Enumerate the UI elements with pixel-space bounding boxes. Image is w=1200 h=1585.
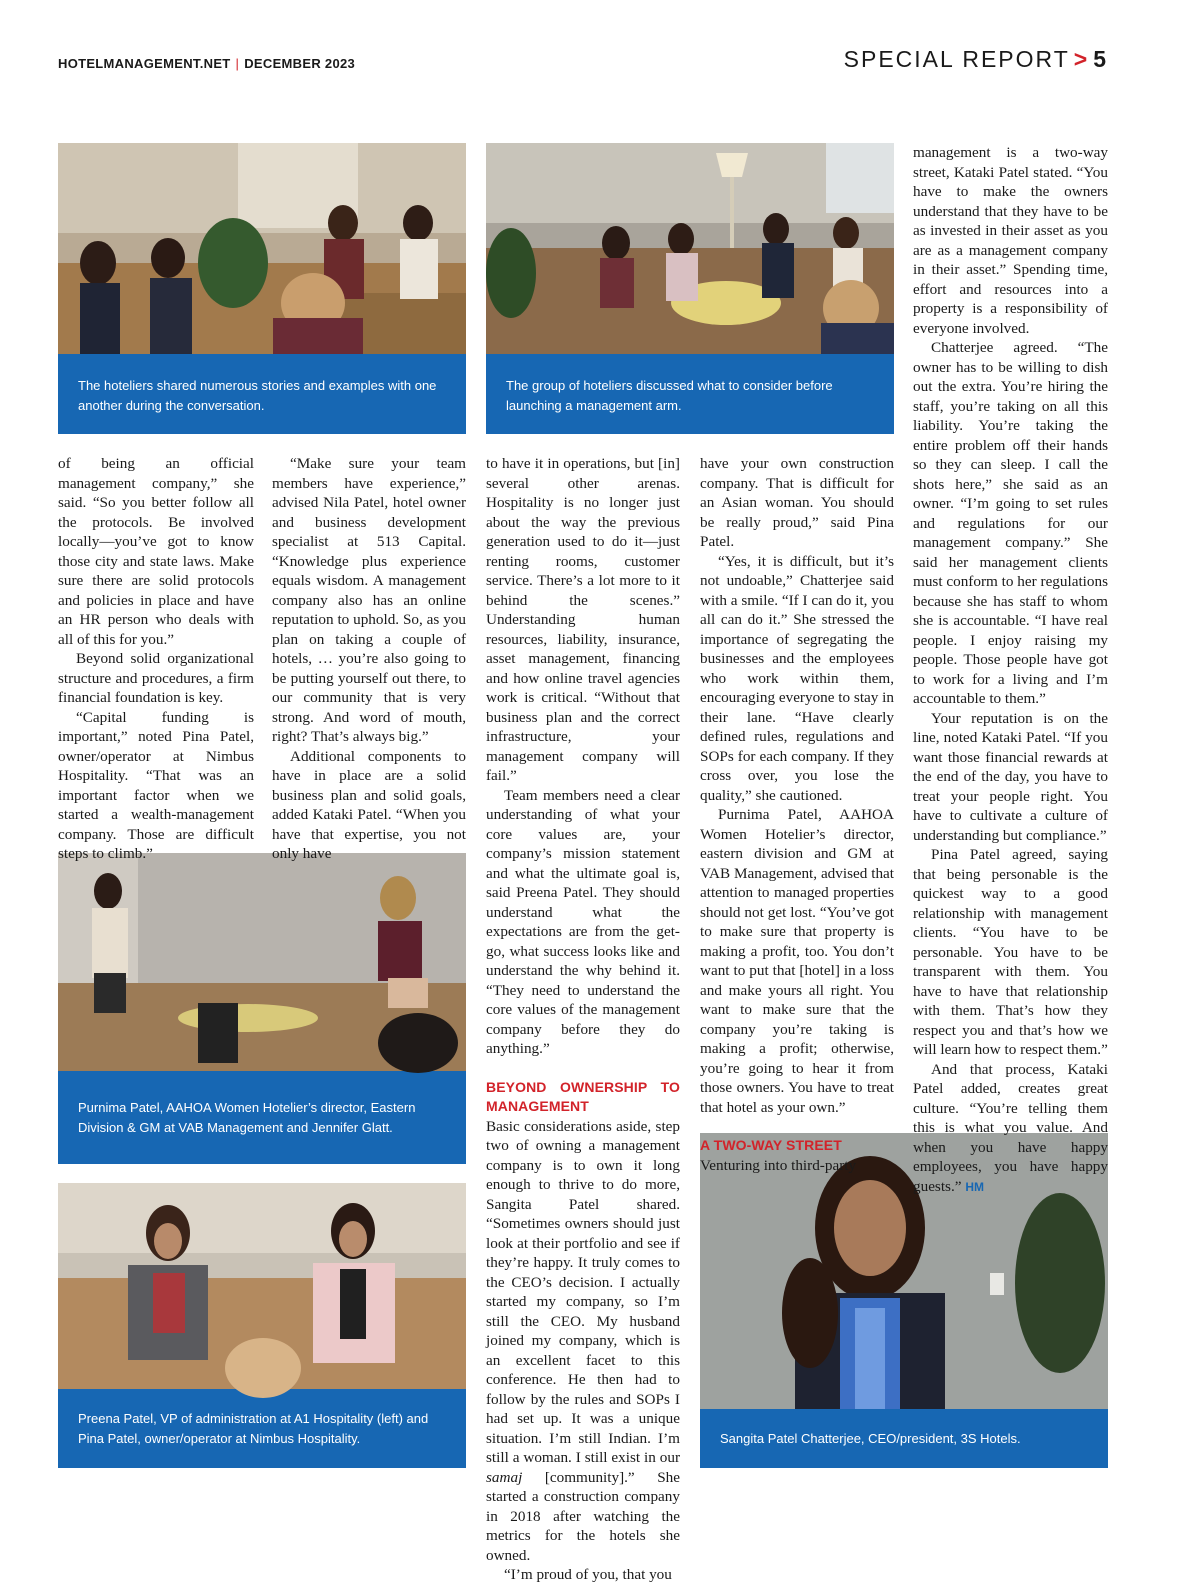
photo-caption: The group of hoteliers discussed what to consider before launching a management arm. — [506, 378, 833, 413]
paragraph: “Yes, it is difficult, but it’s not undoable,” Chatterjee said with a smile. “If I can do it, you all can do it.” She stressed the importance of segregating the businesses and the employees who work within them, encouraging everyone to stay in their lane. “Have clearly defined rules, regulations and SOPs for each company. If they cross over, you lose the quality,” she cautioned. — [700, 552, 895, 804]
article-column-2 — [272, 454, 466, 864]
paragraph: management is a two-way street, Kataki Patel stated. “You have to make the owners understand that they have to be as invested in their asset as you are as a management company in their asset.” Spending time, effort and resources into a property is a responsibility of everyone involved. — [913, 144, 1108, 337]
section-header — [844, 46, 1108, 73]
paragraph: Pina Patel agreed, saying that being personable is the quickest way to a good relationship with management clients. “You have to be personable. You have to be transparent with them. You have to have that relationship with them. That’s how they respect you and that’s how we will learn how to respect them.” — [913, 846, 1108, 1058]
running-header — [58, 56, 355, 71]
article-column-5 — [913, 143, 1108, 1197]
end-mark: HM — [965, 1179, 984, 1194]
photo-image — [486, 143, 894, 354]
paragraph: Basic considerations aside, step two of owning a management company is to own it long enough to thrive to do more, Sangita Patel shared. “Sometimes owners should just look at their portfolio and see if they’re happy. It truly comes to the CEO’s decision. I actually started my company, so I’m still the CEO. My husband joined my company, which is an excellent facet to this conference. He then had to follow by the rules and SOPs I had set up. It was a unique situation. I’m still Indian. I’m still a woman. I still exist in our samaj [community].” She started a construction company in 2018 after watching the metrics for the hotels she owned. — [486, 1117, 680, 1564]
paragraph: have your own construction company. That is difficult for an Asian woman. You should be really proud,” said Pina Patel. — [700, 455, 894, 550]
section-title: SPECIAL REPORT — [843, 46, 1070, 72]
paragraph: “Make sure your team members have experience,” advised Nila Patel, hotel owner and business development specialist at 513 Capital. “Knowledge plus experience equals wisdom. A management company also has an online reputation to uphold. So, as you plan on taking a couple of hotels, … you’re also going to be putting yourself out there, to our community that is very strong. And word of mouth, right? That’s always big.” — [272, 455, 466, 745]
paragraph: Chatterjee agreed. “The owner has to be willing to dish out the extra. You’re hiring the staff, you’re taking on all this liability. You’re taking the entire problem off their hands so they can sleep. I call the shots here,” she said as an owner. “I’m going to set rules and regulations for our management company.” She said her management clients must conform to her regulations because she has staff to whom she is accountable. “I have real people. I enjoy raising my people. Those people have got to work for a living and I’m accountable to them.” — [913, 339, 1108, 707]
photo-image — [58, 143, 466, 354]
paragraph: Team members need a clear understanding of what your core values are, your company’s mission statement and what the ultimate goal is, said Preena Patel. They should understand what the expectations are from the get-go, what success looks like and understand the why behind it. “They need to understand the core values of the management company before they do anything.” — [486, 786, 680, 1057]
photo-image — [58, 853, 466, 1071]
paragraph: Venturing into third-party — [700, 1156, 857, 1174]
photo-caption: Purnima Patel, AAHOA Women Hotelier’s director, Eastern Division & GM at VAB Management and Jennifer Glatt. — [78, 1100, 416, 1135]
photo-bottom-left — [58, 1183, 466, 1468]
site-name: HOTELMANAGEMENT.NET — [58, 56, 231, 71]
article-column-4 — [700, 454, 894, 1175]
paragraph: “I’m proud of you, that you — [504, 1566, 672, 1583]
photo-top-left — [58, 143, 466, 434]
header-separator: | — [235, 56, 240, 71]
section-heading: BEYOND OWNERSHIP TO MANAGEMENT — [486, 1078, 680, 1114]
article-column-3 — [486, 454, 680, 1585]
chevron-right-icon: > — [1073, 46, 1090, 72]
page-number: 5 — [1093, 46, 1108, 72]
paragraph: of being an official management company,” she said. “So you better follow all the protocols. Be involved locally—you’ve got to know those city and state laws. Make sure there are solid protocols and policies in place and have an HR person who deals with all of this for you.” — [58, 455, 254, 648]
paragraph: Your reputation is on the line, noted Kataki Patel. “If you want those financial rewards at the end of the day, you have to treat your people right. You have to cultivate a culture of understanding but compliance.” — [913, 709, 1108, 844]
issue-date: DECEMBER 2023 — [244, 56, 356, 71]
paragraph: Additional components to have in place are a solid business plan and solid goals, added Kataki Patel. “When you have that expertise, you not only have — [272, 747, 466, 862]
article-column-1 — [58, 454, 254, 864]
photo-caption: Preena Patel, VP of administration at A1 Hospitality (left) and Pina Patel, owner/operator at Nimbus Hospitality. — [78, 1411, 429, 1446]
paragraph: Purnima Patel, AAHOA Women Hotelier’s director, eastern division and GM at VAB Management, advised that attention to managed properties should not get lost. “You’ve got to make sure that property is making a profit, too. You don’t want to put that [hotel] in a loss and make yours all right. You want to make sure that the company you’re taking is making a profit; otherwise, you’re going to hear it from those owners. You have to treat that hotel as your own.” — [700, 806, 894, 1116]
photo-caption: The hoteliers shared numerous stories and examples with one another during the conversation. — [78, 378, 437, 413]
italic-term: samaj — [486, 1468, 523, 1486]
photo-top-right — [486, 143, 894, 434]
paragraph: to have it in operations, but [in] several other arenas. Hospitality is no longer just about the way the previous generation used to do it—just renting rooms, customer service. There’s a lot more to it behind the scenes.” Understanding human resources, liability, insurance, asset management, financing and how online travel agencies work is critical. “Without that business plan and the correct infrastructure, your management company will fail.” — [486, 455, 680, 784]
photo-image — [58, 1183, 466, 1389]
paragraph: “Capital funding is important,” noted Pina Patel, owner/operator at Nimbus Hospitality. “That was an important factor when we started a wealth-management company. Those are difficult steps to climb.” — [58, 708, 254, 862]
photo-caption: Sangita Patel Chatterjee, CEO/president, 3S Hotels. — [720, 1431, 1021, 1446]
section-heading: A TWO-WAY STREET — [700, 1137, 842, 1153]
paragraph: And that process, Kataki Patel added, creates great culture. “You’re telling them this is what you value. And when you have happy employees, you have happy guests.” HM — [913, 1060, 1108, 1195]
paragraph: Beyond solid organizational structure and procedures, a firm financial foundation is key. — [58, 650, 254, 706]
photo-middle-left — [58, 853, 466, 1164]
